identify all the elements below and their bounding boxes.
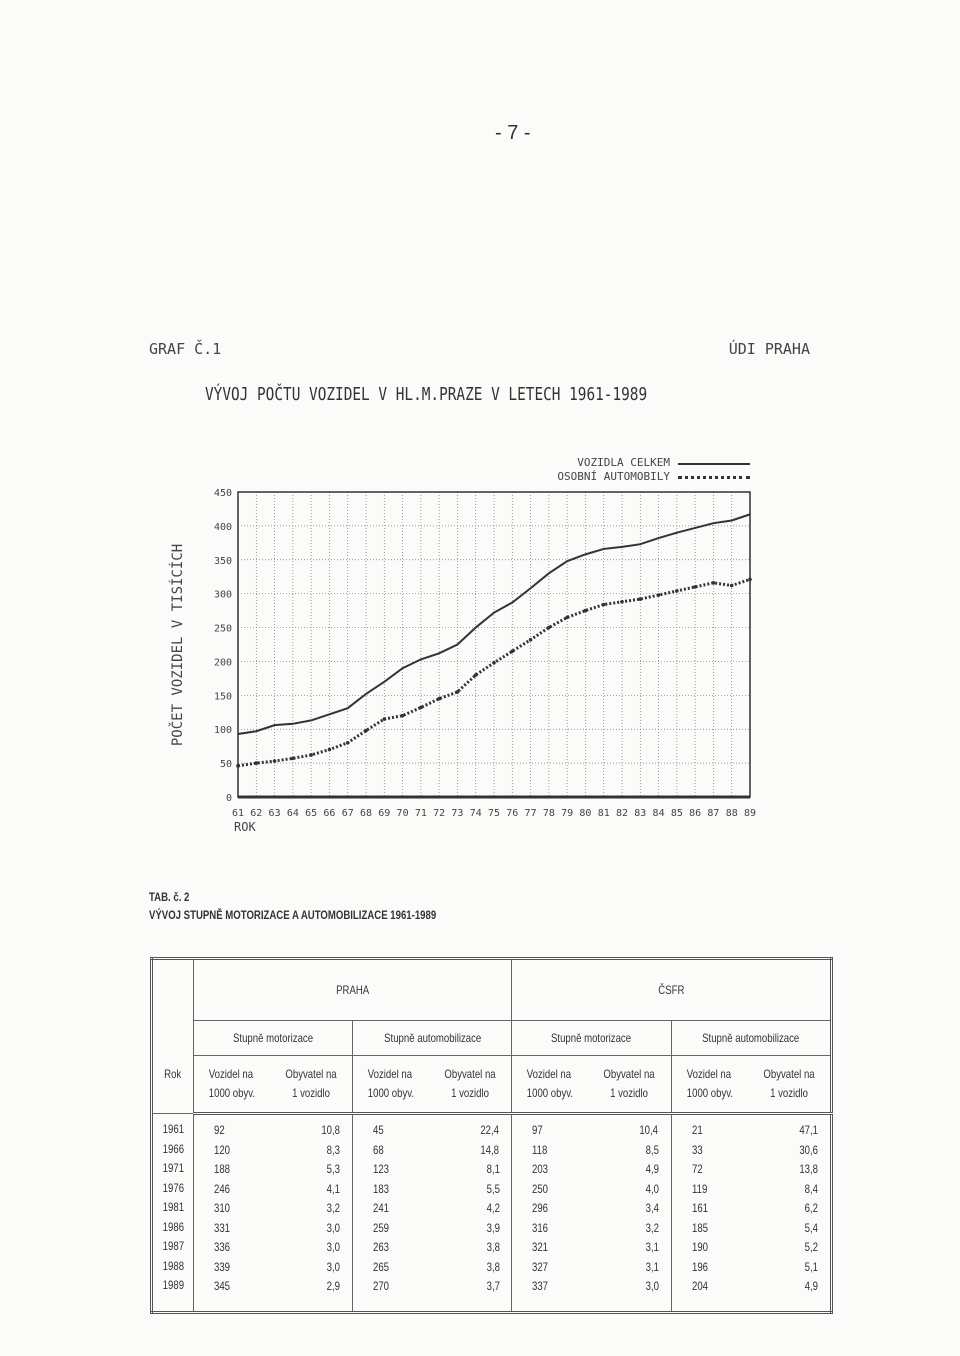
table-cell: 4,1 [327, 1181, 341, 1196]
year-cell: 1986 [162, 1219, 184, 1234]
table-cell: 321 [532, 1240, 549, 1254]
data-point [493, 612, 495, 614]
data-group [353, 1114, 512, 1313]
x-tick-label: 73 [451, 808, 464, 819]
data-point [693, 585, 697, 589]
data-point [365, 693, 367, 695]
column-headers: Vozidel na 1000 obyv. Obyvatel na 1 vozidlo [194, 1056, 353, 1114]
table-cell: 3,0 [327, 1259, 341, 1274]
group-header: Stupně motorizace [194, 1021, 353, 1056]
table-cell: 97 [532, 1123, 544, 1137]
data-point [603, 548, 605, 550]
table-cell: 185 [691, 1220, 708, 1235]
table-cell: 33 [691, 1142, 703, 1157]
x-tick-label: 85 [670, 808, 683, 819]
legend-cars-label: OSOBNÍ AUTOMOBILY [557, 470, 670, 483]
table-cell: 5,2 [804, 1240, 819, 1254]
data-point [309, 753, 313, 757]
data-point [474, 673, 478, 677]
table-cell: 2,9 [327, 1279, 341, 1293]
column-headers: Vozidel na 1000 obyv. Obyvatel na 1 vozidlo [671, 1056, 831, 1114]
data-point [401, 714, 405, 718]
table-cell: 68 [373, 1142, 384, 1157]
data-point [383, 681, 385, 683]
data-point [620, 600, 624, 604]
table-cell: 3,0 [327, 1240, 341, 1254]
table-cell: 5,3 [327, 1162, 341, 1176]
data-point [511, 602, 513, 604]
data-point [364, 729, 368, 733]
table-cell: 119 [691, 1181, 707, 1196]
x-tick-label: 81 [597, 808, 610, 819]
group-header: Stupně automobilizace [353, 1021, 512, 1056]
institution-name: ÚDI PRAHA [728, 340, 810, 358]
table-cell: 13,8 [798, 1162, 818, 1176]
table-cell: 190 [691, 1240, 708, 1254]
table-cell: 10,4 [639, 1123, 659, 1137]
data-point [475, 627, 477, 629]
data-point [237, 733, 239, 735]
data-point [402, 667, 404, 669]
table-cell: 30,6 [798, 1142, 818, 1157]
y-tick-label: 300 [213, 589, 232, 601]
table-cell: 118 [532, 1142, 548, 1157]
table-cell: 21 [691, 1123, 703, 1137]
year-cell: 1976 [162, 1180, 184, 1195]
y-tick-label: 250 [213, 623, 232, 635]
table-cell: 8,1 [486, 1162, 500, 1176]
table-cell: 8,3 [327, 1142, 341, 1157]
chart-title: VÝVOJ POČTU VOZIDEL V HL.M.PRAZE V LETECH 1961-1989 [205, 384, 648, 405]
data-point [529, 638, 533, 642]
data-point [602, 603, 606, 607]
data-point [749, 514, 751, 516]
table-cell: 123 [373, 1162, 390, 1176]
data-point [438, 653, 440, 655]
table-cell: 259 [373, 1220, 390, 1235]
data-point [420, 659, 422, 661]
data-point [329, 714, 331, 716]
x-tick-label: 83 [634, 808, 647, 819]
years-column [152, 1114, 194, 1313]
data-group [512, 1114, 671, 1313]
x-tick-label: 84 [652, 808, 665, 819]
data-point [547, 626, 551, 630]
table-cell: 339 [214, 1259, 231, 1274]
table-cell: 250 [532, 1181, 549, 1196]
table-cell: 246 [214, 1181, 231, 1196]
x-tick-label: 65 [305, 808, 318, 819]
region-header: ČSFR [512, 959, 832, 1021]
data-point [694, 527, 696, 529]
table-cell: 241 [373, 1201, 390, 1215]
data-point [658, 537, 660, 539]
data-point [328, 748, 332, 752]
table-cell: 6,2 [804, 1201, 819, 1215]
table-cell: 337 [532, 1279, 549, 1293]
table-cell: 183 [373, 1181, 390, 1196]
data-point [713, 522, 715, 524]
table-cell: 196 [691, 1259, 708, 1274]
x-tick-label: 80 [579, 808, 592, 819]
x-tick-label: 78 [542, 808, 555, 819]
table-cell: 188 [214, 1162, 231, 1176]
table-cell: 203 [532, 1162, 549, 1176]
year-cell: 1988 [162, 1258, 184, 1273]
year-cell: 1966 [162, 1141, 184, 1156]
table-cell: 3,8 [486, 1259, 500, 1274]
table-cell: 345 [214, 1279, 231, 1293]
data-point [255, 730, 257, 732]
table-cell: 3,0 [327, 1220, 341, 1235]
y-tick-label: 400 [213, 521, 232, 533]
table-cell: 327 [532, 1259, 549, 1274]
x-tick-label: 67 [341, 808, 354, 819]
data-point [274, 724, 276, 726]
table-cell: 296 [532, 1201, 549, 1215]
group-header: Stupně automobilizace [671, 1021, 831, 1056]
table-cell: 3,0 [645, 1279, 659, 1293]
x-tick-label: 70 [396, 808, 409, 819]
data-point [346, 741, 350, 745]
table-cell: 331 [214, 1220, 231, 1235]
y-tick-label: 450 [213, 488, 232, 499]
x-tick-label: 66 [323, 808, 336, 819]
x-tick-label: 75 [487, 808, 501, 819]
data-point [548, 573, 550, 575]
column-headers: Vozidel na 1000 obyv. Obyvatel na 1 vozidlo [512, 1056, 671, 1114]
table-cell: 4,2 [486, 1201, 500, 1215]
data-point [731, 520, 733, 522]
data-point [347, 707, 349, 709]
data-point [273, 759, 277, 763]
table-cell: 161 [691, 1201, 708, 1215]
group-header: Stupně motorizace [512, 1021, 671, 1056]
year-cell: 1981 [162, 1200, 184, 1214]
year-cell: 1989 [162, 1278, 184, 1292]
table-cell: 92 [214, 1123, 225, 1137]
table-cell: 265 [373, 1259, 390, 1274]
table-title: VÝVOJ STUPNĚ MOTORIZACE A AUTOMOBILIZACE 1961-1989 [149, 908, 437, 922]
x-tick-label: 62 [250, 808, 263, 819]
table-cell: 336 [214, 1240, 231, 1254]
table-cell: 5,1 [804, 1259, 819, 1274]
x-tick-label: 79 [561, 808, 574, 819]
table-cell: 3,9 [486, 1220, 500, 1235]
x-tick-label: 76 [506, 808, 519, 819]
year-cell: 1971 [162, 1161, 184, 1175]
data-point [254, 761, 258, 765]
data-point [236, 764, 240, 768]
x-tick-label: 74 [469, 808, 482, 819]
data-point [292, 723, 294, 725]
table-cell: 5,4 [804, 1220, 819, 1235]
table-cell: 316 [532, 1220, 549, 1235]
data-point [584, 609, 588, 613]
table-cell: 10,8 [321, 1123, 340, 1137]
x-tick-label: 77 [524, 808, 537, 819]
y-tick-label: 0 [225, 793, 232, 804]
x-tick-label: 82 [615, 808, 629, 819]
data-point [748, 578, 752, 582]
y-tick-label: 50 [219, 759, 232, 771]
data-point [676, 532, 678, 534]
x-tick-label: 87 [707, 808, 720, 819]
table-cell: 45 [373, 1123, 384, 1137]
data-point [456, 690, 460, 694]
data-group [194, 1114, 353, 1313]
table-cell: 4,0 [645, 1181, 659, 1196]
data-point [419, 706, 423, 710]
graph-number: GRAF Č.1 [149, 340, 222, 358]
x-tick-label: 71 [414, 808, 427, 819]
x-tick-label: 88 [725, 808, 738, 819]
table-cell: 8,5 [645, 1142, 659, 1157]
data-point [457, 644, 459, 646]
data-point [621, 546, 623, 548]
data-point [675, 589, 679, 593]
y-tick-label: 150 [213, 691, 232, 703]
table-cell: 14,8 [480, 1142, 500, 1157]
table-cell: 3,2 [327, 1201, 341, 1215]
table-number: TAB. č. 2 [149, 890, 190, 904]
data-group [671, 1114, 831, 1313]
data-point [639, 543, 641, 545]
x-tick-label: 63 [268, 808, 281, 819]
table-cell: 120 [214, 1142, 231, 1157]
table-cell: 22,4 [480, 1123, 500, 1137]
table-cell: 8,4 [804, 1181, 819, 1196]
year-cell: 1987 [162, 1239, 184, 1253]
data-point [712, 581, 716, 585]
table-cell: 5,5 [486, 1181, 500, 1196]
table-cell: 72 [691, 1162, 703, 1176]
table-cell: 204 [691, 1279, 708, 1293]
y-axis-label: POČET VOZIDEL V TISÍCÍCH [170, 543, 186, 747]
data-point [585, 554, 587, 556]
column-headers: Vozidel na 1000 obyv. Obyvatel na 1 vozidlo [353, 1056, 512, 1114]
data-point [566, 560, 568, 562]
x-tick-label: 68 [359, 808, 373, 819]
y-tick-label: 200 [213, 657, 232, 669]
table-cell: 3,7 [486, 1279, 500, 1293]
data-point [382, 717, 386, 721]
motorization-table [150, 957, 833, 1314]
x-tick-label: 69 [378, 808, 391, 819]
data-point [565, 616, 569, 620]
data-point [492, 661, 496, 665]
region-header: PRAHA [194, 959, 512, 1021]
table-cell: 263 [373, 1240, 390, 1254]
data-point [437, 697, 441, 701]
data-point [510, 649, 514, 653]
table-cell: 4,9 [804, 1279, 819, 1293]
rok-header: Rok [152, 959, 194, 1114]
y-tick-label: 350 [213, 555, 232, 567]
data-point [638, 597, 642, 601]
y-tick-label: 100 [213, 725, 232, 737]
data-point [530, 587, 532, 589]
x-tick-label: 64 [286, 808, 299, 819]
table-cell: 4,9 [645, 1162, 659, 1176]
legend-total-label: VOZIDLA CELKEM [577, 456, 670, 469]
x-axis-label: ROK [234, 820, 256, 834]
x-tick-label: 89 [743, 808, 757, 819]
data-point [310, 720, 312, 722]
table-cell: 3,8 [486, 1240, 500, 1254]
page-number: - 7 - [495, 122, 531, 144]
year-cell: 1961 [162, 1122, 184, 1136]
x-tick-label: 72 [433, 808, 446, 819]
table-cell: 3,2 [645, 1220, 659, 1235]
table-cell: 3,1 [645, 1259, 659, 1274]
table-cell: 310 [214, 1201, 231, 1215]
x-tick-label: 61 [231, 808, 245, 819]
table-cell: 47,1 [798, 1123, 818, 1137]
data-point [730, 584, 734, 588]
table-cell: 270 [373, 1279, 390, 1293]
data-point [657, 593, 661, 597]
data-point [291, 757, 295, 761]
x-tick-label: 86 [689, 808, 702, 819]
table-cell: 3,4 [645, 1201, 659, 1215]
table-cell: 3,1 [645, 1240, 659, 1254]
